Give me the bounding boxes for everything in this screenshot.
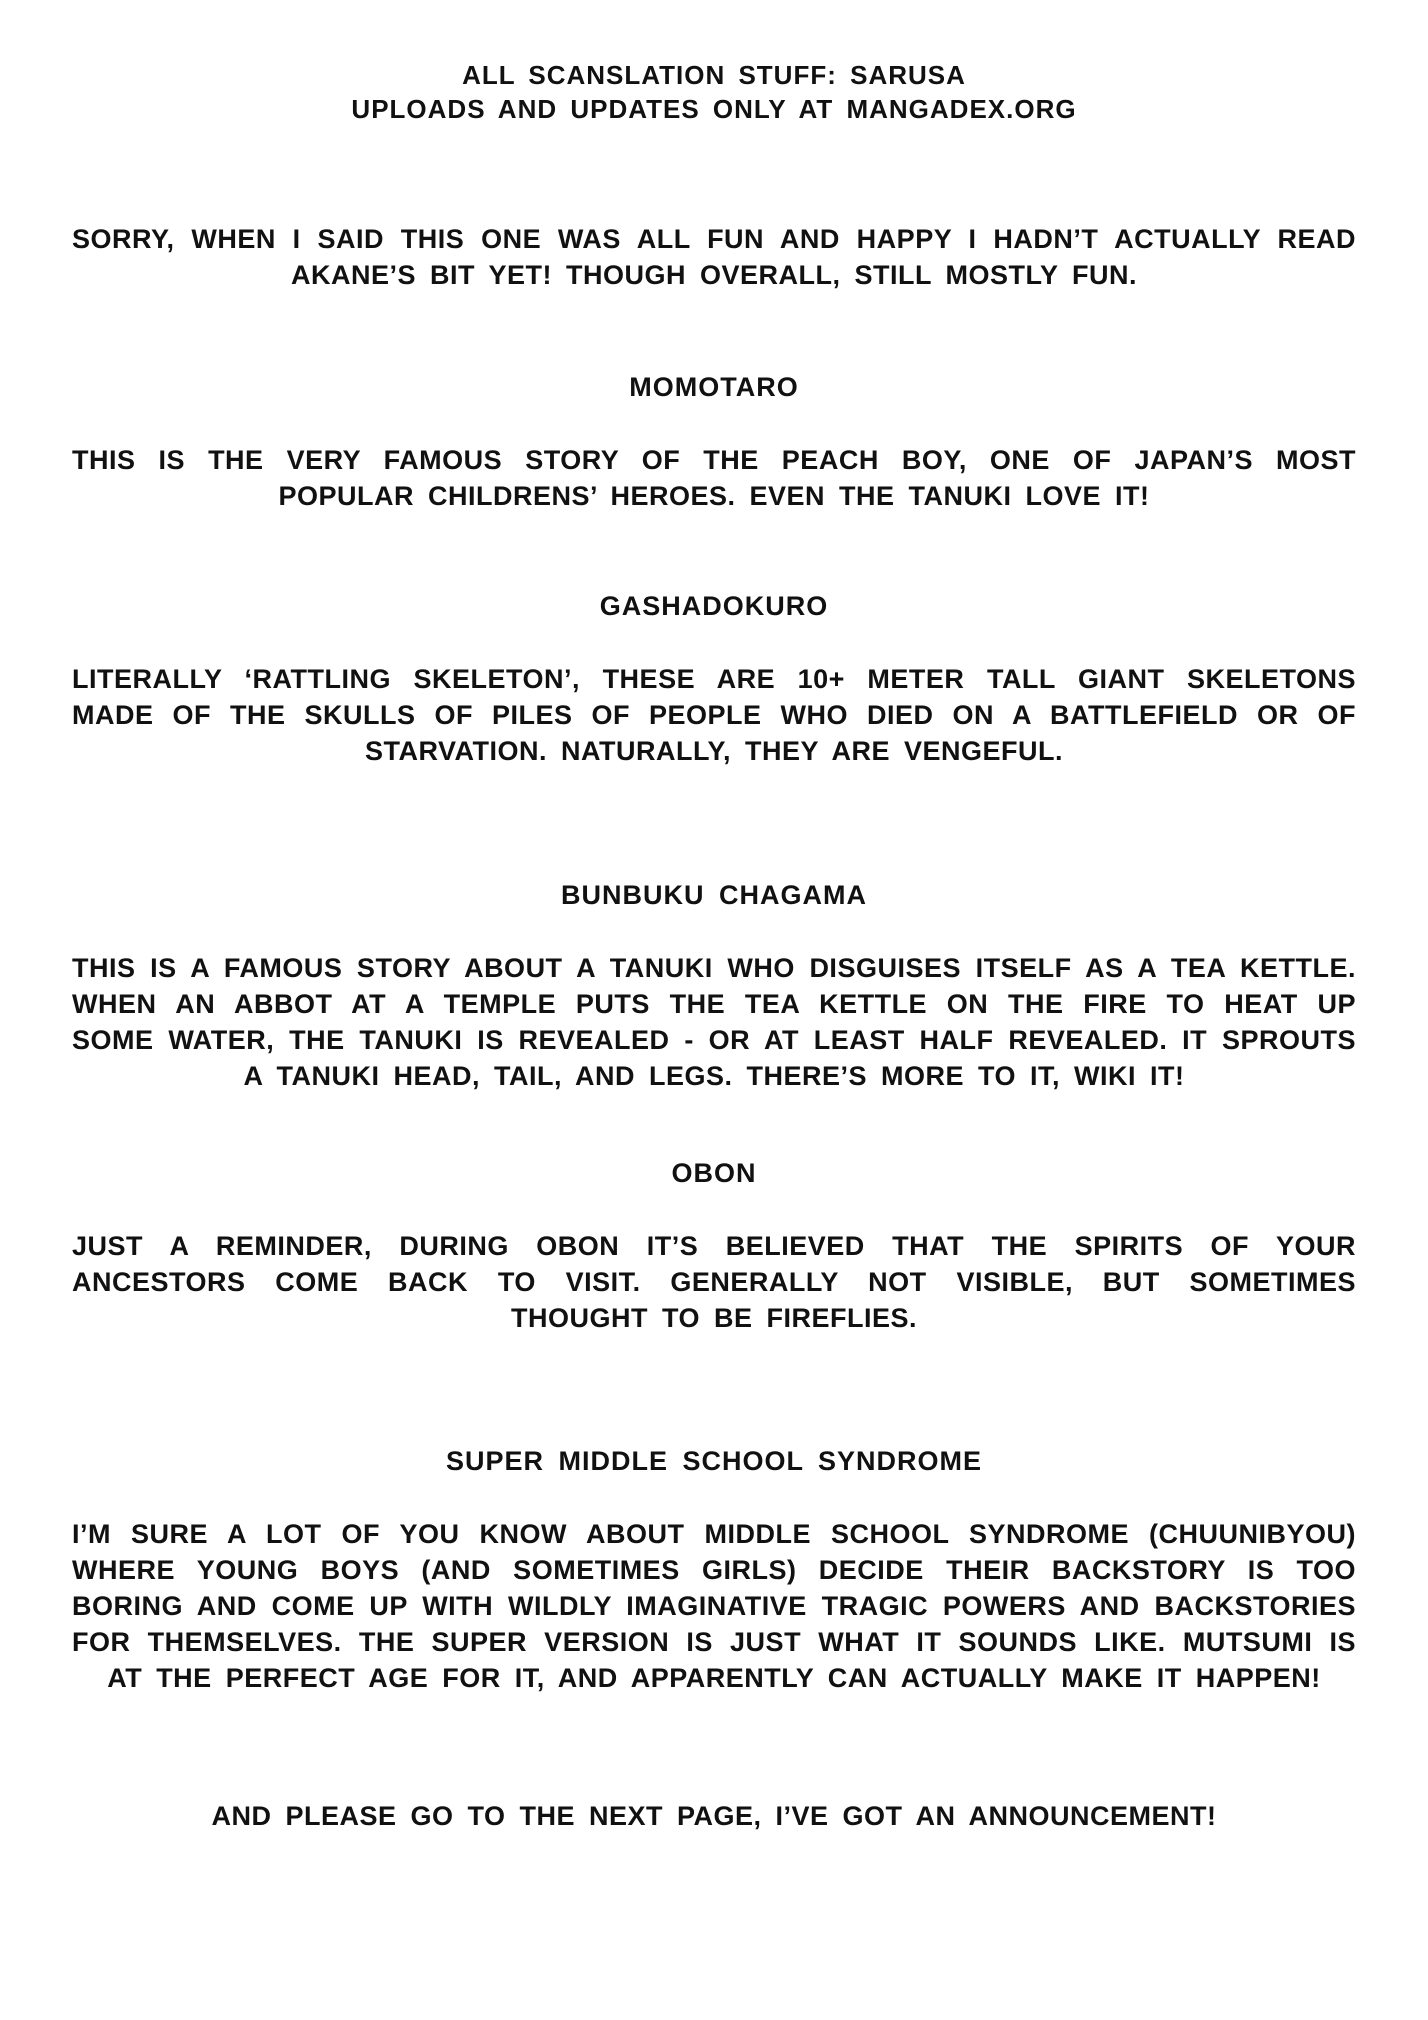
section-gashadokuro bbox=[72, 588, 1356, 769]
section-title: SUPER MIDDLE SCHOOL SYNDROME bbox=[445, 1446, 983, 1476]
section-obon bbox=[72, 1155, 1356, 1336]
credit-line: ALL SCANSLATION STUFF: SARUSA bbox=[462, 60, 966, 90]
next-page-announcement-note: AND PLEASE GO TO THE NEXT PAGE, I’VE GOT AN ANNOUNCEMENT! bbox=[211, 1801, 1217, 1831]
section-body: LITERALLY ‘RATTLING SKELETON’, THESE ARE 10+ METER TALL GIANT SKELETONS MADE OF THE SKULLS OF PILES OF PEOPLE WHO DIED ON A BATTLEFIELD OR OF STARVATION. NATURALLY, THEY ARE VENGEFUL. bbox=[72, 664, 1356, 766]
section-bunbuku-chagama bbox=[72, 877, 1356, 1094]
section-super-middle-school-syndrome bbox=[72, 1443, 1356, 1696]
section-momotaro bbox=[72, 369, 1356, 514]
section-body: JUST A REMINDER, DURING OBON IT’S BELIEVED THAT THE SPIRITS OF YOUR ANCESTORS COME BACK TO VISIT. GENERALLY NOT VISIBLE, BUT SOMETIMES THOUGHT TO BE FIREFLIES. bbox=[72, 1231, 1356, 1333]
section-body: I’M SURE A LOT OF YOU KNOW ABOUT MIDDLE SCHOOL SYNDROME (CHUUNIBYOU) WHERE YOUNG BOYS (AND SOMETIMES GIRLS) DECIDE THEIR BACKSTORY IS TOO BORING AND COME UP WITH WILDLY IMAGINATIVE TRAGIC POWERS AND BACKSTORIES FOR THEMSELVES. THE SUPER VERSION IS JUST WHAT IT SOUNDS LIKE. MUTSUMI IS AT THE PERFECT AGE FOR IT, AND APPARENTLY CAN ACTUALLY MAKE IT HAPPEN! bbox=[72, 1519, 1356, 1693]
section-body: THIS IS A FAMOUS STORY ABOUT A TANUKI WHO DISGUISES ITSELF AS A TEA KETTLE. WHEN AN ABBOT AT A TEMPLE PUTS THE TEA KETTLE ON THE FIRE TO HEAT UP SOME WATER, THE TANUKI IS REVEALED - OR AT LEAST HALF REVEALED. IT SPROUTS A TANUKI HEAD, TAIL, AND LEGS. THERE’S MORE TO IT, WIKI IT! bbox=[72, 953, 1356, 1091]
scanlation-credit-header bbox=[72, 58, 1356, 126]
section-title: MOMOTARO bbox=[629, 372, 799, 402]
section-body: THIS IS THE VERY FAMOUS STORY OF THE PEACH BOY, ONE OF JAPAN’S MOST POPULAR CHILDRENS’ HEROES. EVEN THE TANUKI LOVE IT! bbox=[72, 445, 1356, 511]
upload-source-line: UPLOADS AND UPDATES ONLY AT MANGADEX.ORG bbox=[351, 94, 1077, 124]
intro-note: SORRY, WHEN I SAID THIS ONE WAS ALL FUN AND HAPPY I HADN’T ACTUALLY READ AKANE’S BIT YET! THOUGH OVERALL, STILL MOSTLY FUN. bbox=[72, 224, 1356, 290]
section-title: OBON bbox=[671, 1158, 757, 1188]
section-title: BUNBUKU CHAGAMA bbox=[561, 880, 867, 910]
section-title: GASHADOKURO bbox=[599, 591, 829, 621]
